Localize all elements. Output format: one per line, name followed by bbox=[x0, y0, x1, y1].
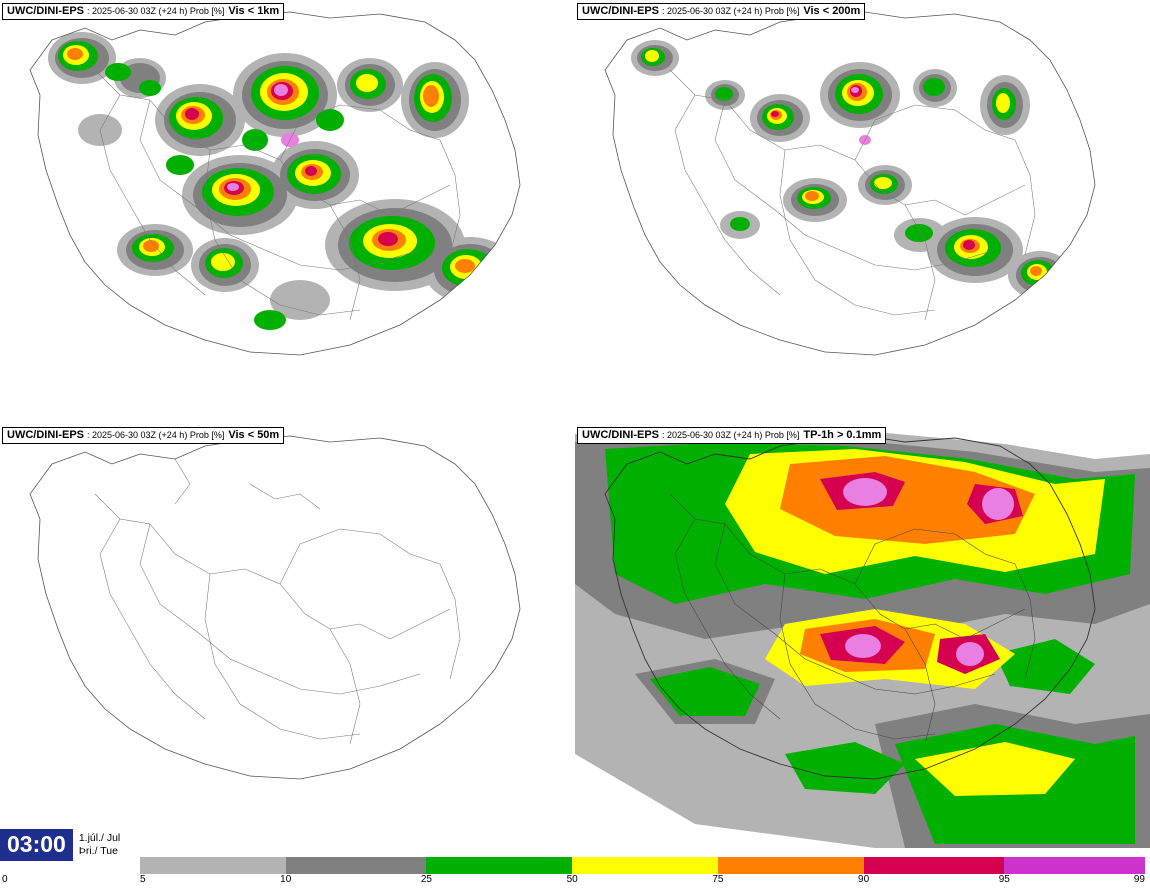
panel-parameter-label: Vis < 50m bbox=[228, 428, 280, 441]
panel-tp-1h[interactable] bbox=[575, 424, 1150, 848]
map-canvas-vis-50m bbox=[0, 424, 575, 848]
panel-title-vis-1km bbox=[2, 3, 284, 20]
colorbar-segment-25 bbox=[426, 857, 572, 874]
panel-run-label: : 2025-06-30 03Z (+24 h) Prob [%] bbox=[662, 5, 800, 16]
colorbar-segment-90 bbox=[864, 857, 1005, 874]
colorbar-tick-5: 5 bbox=[140, 874, 146, 885]
colorbar-segment-5 bbox=[140, 857, 286, 874]
colorbar-zero-label: 0 bbox=[2, 874, 8, 885]
colorbar-tick-90: 90 bbox=[858, 874, 870, 885]
panel-model-label: UWC/DINI-EPS bbox=[7, 428, 84, 441]
panel-model-label: UWC/DINI-EPS bbox=[582, 428, 659, 441]
map-canvas-vis-1km bbox=[0, 0, 575, 424]
panel-vis-1km[interactable] bbox=[0, 0, 575, 424]
panel-model-label: UWC/DINI-EPS bbox=[582, 4, 659, 17]
panel-title-vis-200m bbox=[577, 3, 865, 20]
panel-parameter-label: Vis < 200m bbox=[803, 4, 861, 17]
panel-model-label: UWC/DINI-EPS bbox=[7, 4, 84, 17]
panel-run-label: : 2025-06-30 03Z (+24 h) Prob [%] bbox=[87, 429, 225, 440]
colorbar-segment-50 bbox=[572, 857, 718, 874]
colorbar-tick-10: 10 bbox=[280, 874, 292, 885]
colorbar-segment-10 bbox=[286, 857, 427, 874]
valid-date-line1: 1.júl./ Jul bbox=[78, 831, 121, 844]
colorbar-tick-99: 99 bbox=[1133, 874, 1145, 885]
panel-title-tp-1h bbox=[577, 427, 886, 444]
valid-time-value: 03:00 bbox=[0, 829, 73, 860]
panel-parameter-label: TP-1h > 0.1mm bbox=[803, 428, 882, 441]
panel-vis-50m[interactable] bbox=[0, 424, 575, 848]
colorbar-segment-95 bbox=[1004, 857, 1145, 874]
panel-vis-200m[interactable] bbox=[575, 0, 1150, 424]
panel-run-label: : 2025-06-30 03Z (+24 h) Prob [%] bbox=[87, 5, 225, 16]
colorbar-strip bbox=[140, 857, 1145, 874]
colorbar-tick-labels bbox=[140, 874, 1145, 888]
colorbar-tick-95: 95 bbox=[998, 874, 1010, 885]
map-canvas-tp-1h bbox=[575, 424, 1150, 848]
panel-run-label: : 2025-06-30 03Z (+24 h) Prob [%] bbox=[662, 429, 800, 440]
valid-date-line2: Þri./ Tue bbox=[78, 845, 118, 857]
colorbar-tick-50: 50 bbox=[566, 874, 578, 885]
colorbar-segment-75 bbox=[718, 857, 864, 874]
panel-title-vis-50m bbox=[2, 427, 284, 444]
map-canvas-vis-200m bbox=[575, 0, 1150, 424]
colorbar-tick-25: 25 bbox=[420, 874, 432, 885]
panel-parameter-label: Vis < 1km bbox=[228, 4, 280, 17]
probability-colorbar bbox=[0, 852, 1150, 891]
colorbar-tick-75: 75 bbox=[712, 874, 724, 885]
